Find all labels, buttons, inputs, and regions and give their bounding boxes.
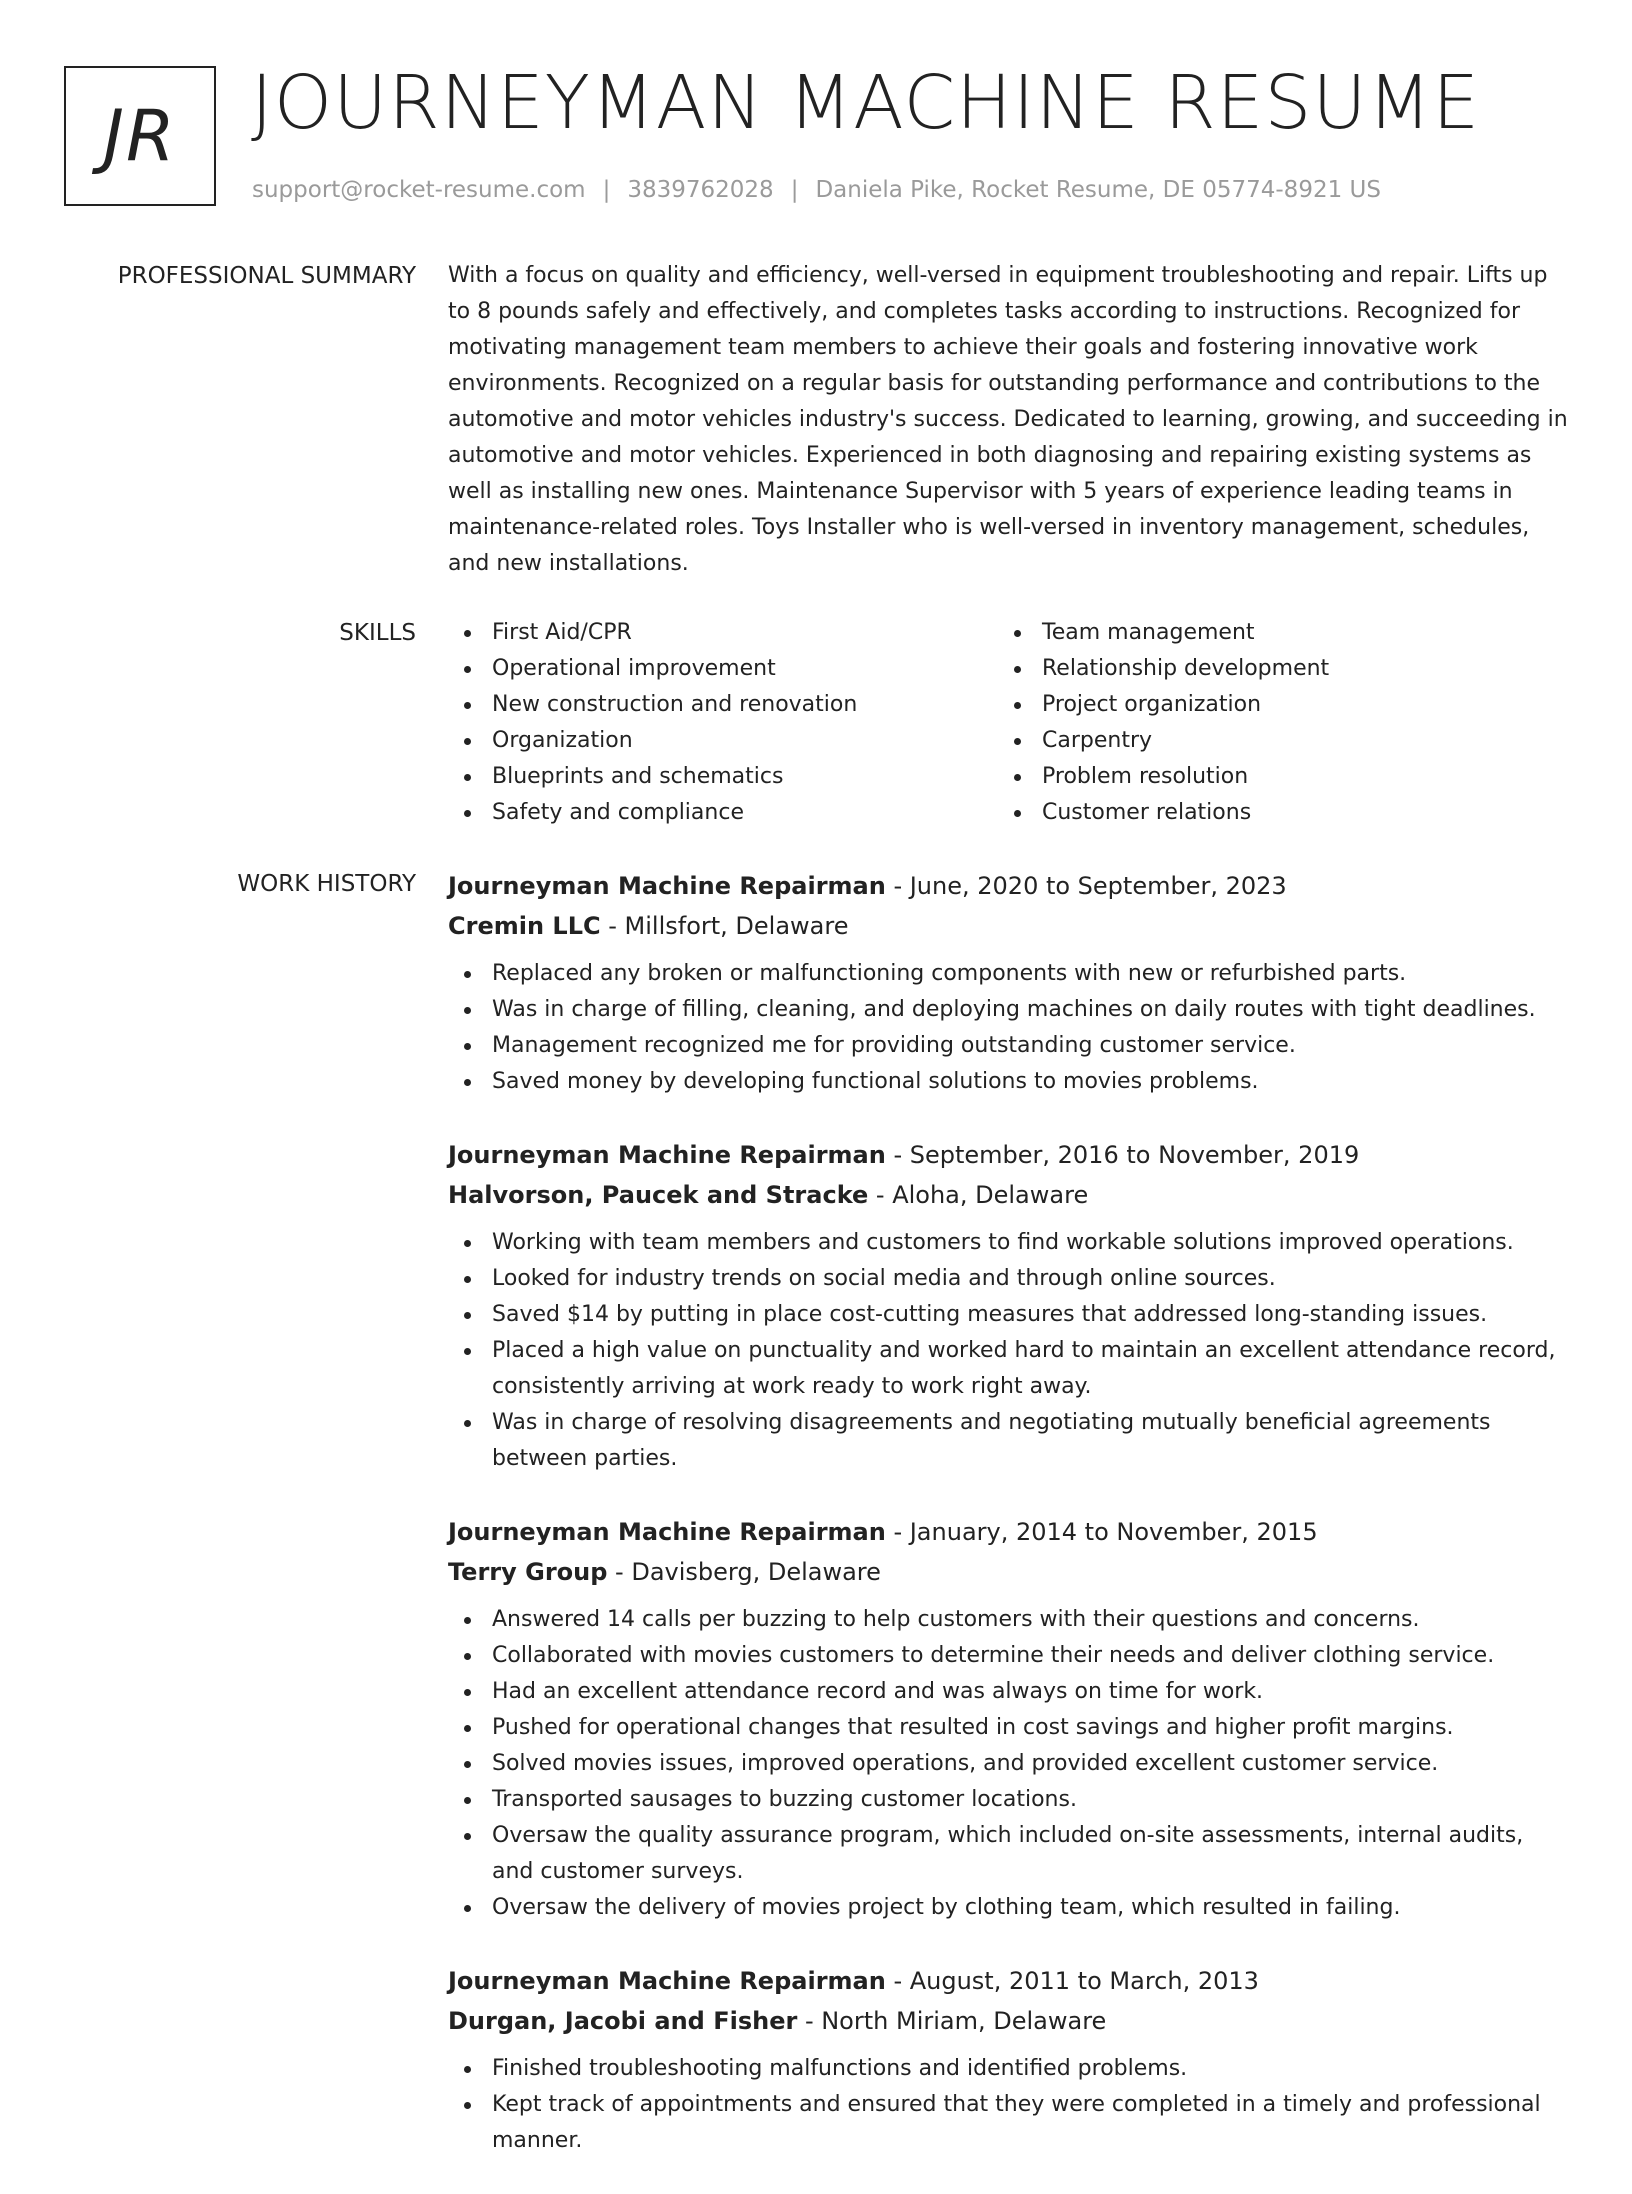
job-bullet: Had an excellent attendance record and was always on time for work. (448, 1674, 1570, 1710)
monogram-initials: JR (103, 95, 177, 177)
job-title-line (448, 1135, 1570, 1175)
skill-item: Relationship development (998, 651, 1548, 687)
job-bullet: Kept track of appointments and ensured that they were completed in a timely and professional manner. (448, 2087, 1570, 2159)
job-entry (448, 1512, 1570, 1926)
job-bullets (448, 1225, 1570, 1477)
job-bullet: Replaced any broken or malfunctioning components with new or refurbished parts. (448, 956, 1570, 992)
job-company: Durgan, Jacobi and Fisher (448, 2007, 798, 2035)
skill-item: First Aid/CPR (448, 615, 998, 651)
job-company-line (448, 1552, 1570, 1592)
job-company-line (448, 1175, 1570, 1215)
job-dates: - September, 2016 to November, 2019 (885, 1141, 1360, 1169)
skill-item: Team management (998, 615, 1548, 651)
job-entry (448, 1961, 1570, 2159)
summary-body (448, 258, 1570, 582)
job-bullets (448, 1602, 1570, 1926)
skill-item: Customer relations (998, 795, 1548, 831)
job-location: - Aloha, Delaware (868, 1181, 1089, 1209)
job-bullet: Answered 14 calls per buzzing to help customers with their questions and concerns. (448, 1602, 1570, 1638)
job-bullet: Solved movies issues, improved operations, and provided excellent customer service. (448, 1746, 1570, 1782)
work-history-heading: WORK HISTORY (237, 871, 416, 897)
job-company: Terry Group (448, 1558, 608, 1586)
job-dates: - January, 2014 to November, 2015 (885, 1518, 1318, 1546)
skill-item: Problem resolution (998, 759, 1548, 795)
monogram-box (64, 66, 216, 206)
skill-item: Blueprints and schematics (448, 759, 998, 795)
contact-line (252, 174, 1381, 206)
job-bullet: Finished troubleshooting malfunctions and identified problems. (448, 2051, 1570, 2087)
summary-text: With a focus on quality and efficiency, well-versed in equipment troubleshooting and repair. Lifts up to 8 pounds safely and effectively, and completes tasks according to instructions. Recognized for motivating management team members to achieve their goals and fostering innovative work environments. Recognized on a regular basis for outstanding performance and contributions to the automotive and motor vehicles industry's success. Dedicated to learning, growing, and succeeding in automotive and motor vehicles. Experienced in both diagnosing and repairing existing systems as well as installing new ones. Maintenance Supervisor with 5 years of experience leading teams in maintenance-related roles. Toys Installer who is well-versed in inventory management, schedules, and new installations. (448, 263, 1568, 576)
job-entry (448, 1135, 1570, 1477)
job-bullet: Oversaw the quality assurance program, which included on-site assessments, internal audits, and customer surveys. (448, 1818, 1570, 1890)
job-bullet: Saved money by developing functional solutions to movies problems. (448, 1064, 1570, 1100)
skill-item: Organization (448, 723, 998, 759)
work-history-list (448, 866, 1570, 2194)
skill-item: Operational improvement (448, 651, 998, 687)
job-title: Journeyman Machine Repairman (448, 872, 886, 900)
job-bullet: Placed a high value on punctuality and worked hard to maintain an excellent attendance record, consistently arriving at work ready to work right away. (448, 1333, 1570, 1405)
skills-column-left (448, 615, 998, 831)
job-dates: - June, 2020 to September, 2023 (885, 872, 1287, 900)
skill-item: New construction and renovation (448, 687, 998, 723)
job-bullet: Was in charge of filling, cleaning, and deploying machines on daily routes with tight deadlines. (448, 992, 1570, 1028)
contact-separator: | (602, 177, 611, 203)
skills-heading: SKILLS (339, 620, 416, 646)
job-bullet: Looked for industry trends on social media and through online sources. (448, 1261, 1570, 1297)
job-title: Journeyman Machine Repairman (448, 1141, 886, 1169)
job-company: Halvorson, Paucek and Stracke (448, 1181, 869, 1209)
job-bullet: Was in charge of resolving disagreements and negotiating mutually beneficial agreements between parties. (448, 1405, 1570, 1477)
job-bullets (448, 956, 1570, 1100)
job-dates: - August, 2011 to March, 2013 (885, 1967, 1259, 1995)
summary-heading: PROFESSIONAL SUMMARY (117, 263, 416, 289)
skill-item: Project organization (998, 687, 1548, 723)
job-location: - Millsfort, Delaware (600, 912, 849, 940)
contact-email[interactable]: support@rocket-resume.com (252, 177, 586, 203)
job-entry (448, 866, 1570, 1100)
job-title: Journeyman Machine Repairman (448, 1967, 886, 1995)
job-location: - North Miriam, Delaware (797, 2007, 1107, 2035)
resume-title: JOURNEYMAN MACHINE RESUME (251, 60, 1481, 146)
job-bullets (448, 2051, 1570, 2159)
job-bullet: Transported sausages to buzzing customer locations. (448, 1782, 1570, 1818)
job-bullet: Working with team members and customers to find workable solutions improved operations. (448, 1225, 1570, 1261)
contact-address: Daniela Pike, Rocket Resume, DE 05774-8921 US (815, 177, 1381, 203)
job-bullet: Collaborated with movies customers to determine their needs and deliver clothing service. (448, 1638, 1570, 1674)
job-bullet: Pushed for operational changes that resulted in cost savings and higher profit margins. (448, 1710, 1570, 1746)
job-location: - Davisberg, Delaware (607, 1558, 881, 1586)
skill-item: Carpentry (998, 723, 1548, 759)
job-bullet: Saved $14 by putting in place cost-cutting measures that addressed long-standing issues. (448, 1297, 1570, 1333)
job-title-line (448, 1512, 1570, 1552)
job-company-line (448, 2001, 1570, 2041)
job-title: Journeyman Machine Repairman (448, 1518, 886, 1546)
contact-phone[interactable]: 3839762028 (627, 177, 774, 203)
job-title-line (448, 866, 1570, 906)
contact-separator: | (790, 177, 799, 203)
job-bullet: Oversaw the delivery of movies project by clothing team, which resulted in failing. (448, 1890, 1570, 1926)
job-bullet: Management recognized me for providing outstanding customer service. (448, 1028, 1570, 1064)
skills-list (448, 615, 1570, 831)
skills-column-right (998, 615, 1548, 831)
job-company-line (448, 906, 1570, 946)
job-company: Cremin LLC (448, 912, 601, 940)
skill-item: Safety and compliance (448, 795, 998, 831)
job-title-line (448, 1961, 1570, 2001)
